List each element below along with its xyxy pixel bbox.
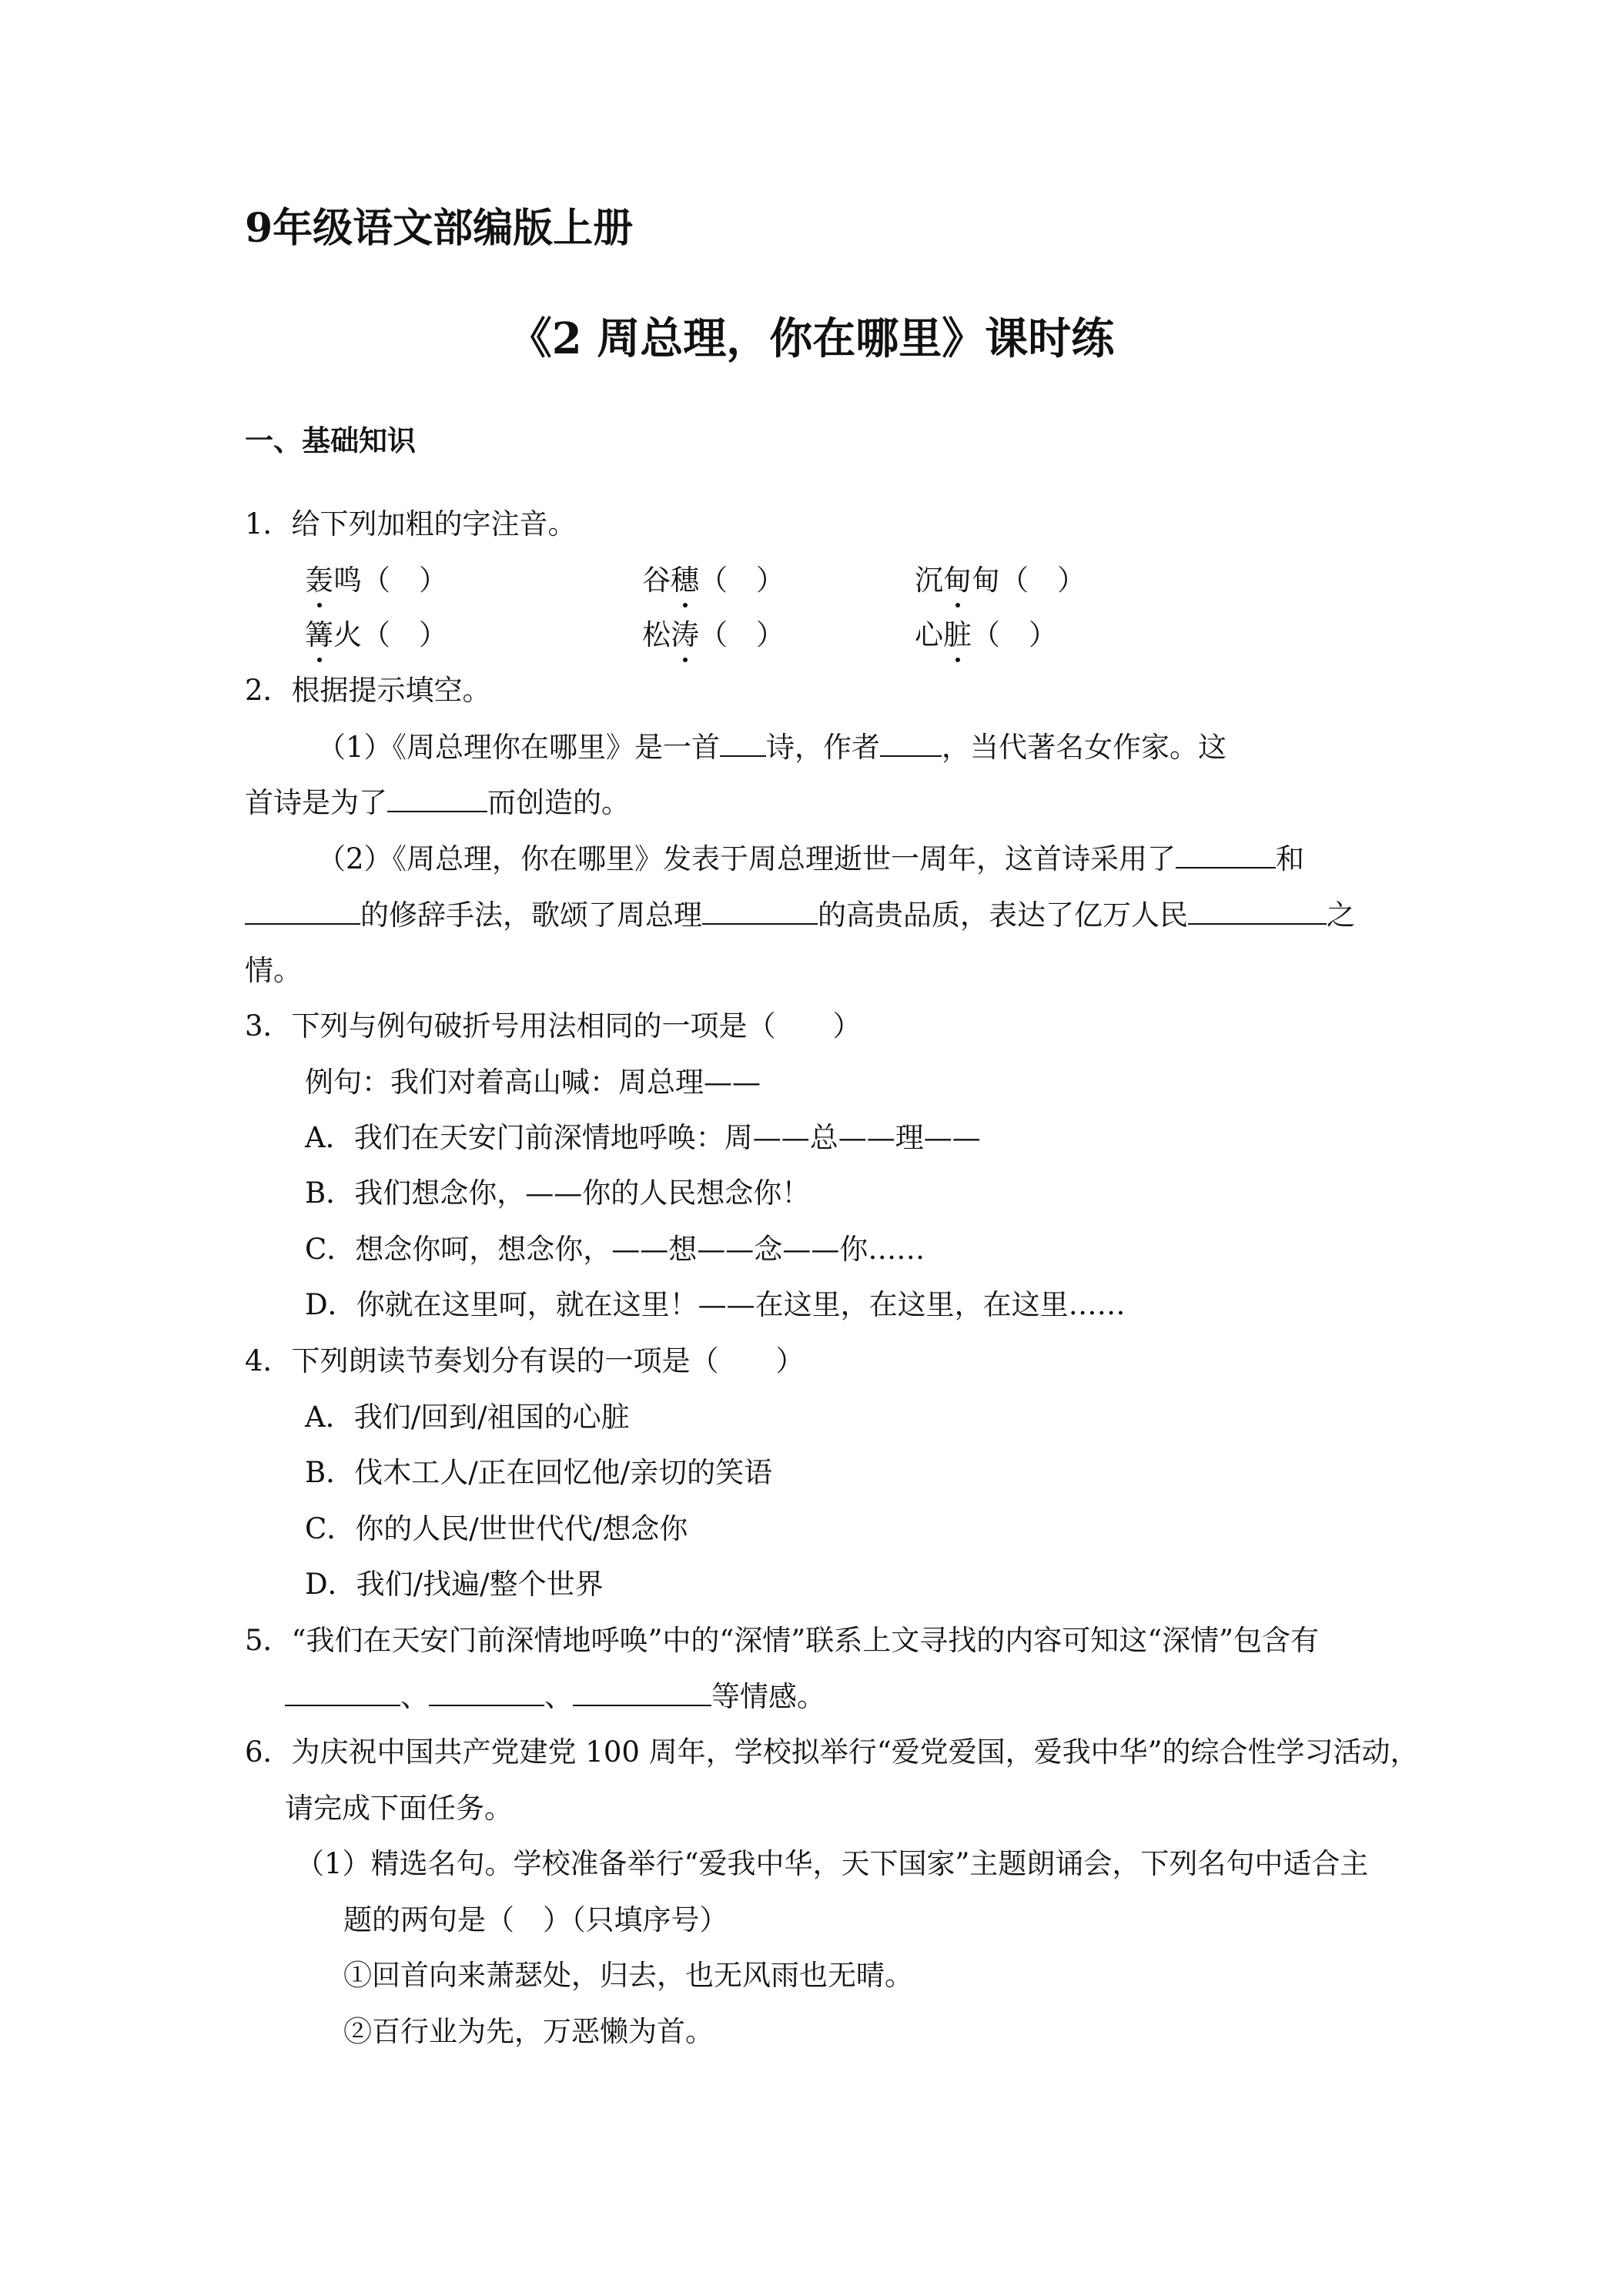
q6-text-1: 为庆祝中国共产党建党 100 周年，学校拟举行“爱党爱国，爱我中华”的综合性学习活动，	[291, 1735, 1419, 1769]
q1-item-2	[642, 561, 785, 600]
q1-item-1-rest: 鸣（ ）	[333, 564, 447, 597]
q3-number: 3．	[245, 1009, 292, 1043]
q2-blank-rhetoric-1[interactable]	[1176, 841, 1276, 869]
q5-blank-1[interactable]	[285, 1678, 400, 1706]
q3-option-c[interactable]: C．想念你呵，想念你，——想——念——你……	[305, 1233, 925, 1266]
q2-part2-text-c: 的修辞手法，歌颂了周总理	[360, 899, 702, 932]
q3-text: 下列与例句破折号用法相同的一项是（ ）	[291, 1009, 862, 1043]
q5-number: 5．	[245, 1624, 292, 1657]
q1-item-3-rest: 甸（ ）	[972, 564, 1086, 597]
q2-prompt	[245, 671, 491, 710]
q4-option-a[interactable]: A．我们/回到/祖国的心脏	[305, 1401, 630, 1434]
q2-blank-quality[interactable]	[702, 897, 818, 925]
q1-item-3-dotted: 甸	[943, 561, 972, 600]
q6-choice-2: ②百行业为先，万恶懒为首。	[343, 2015, 714, 2048]
q5-blank-3[interactable]	[573, 1678, 711, 1706]
q2-blank-rhetoric-2[interactable]	[245, 897, 360, 925]
q2-text: 根据提示填空。	[291, 674, 491, 707]
q6-sub1-line2: 题的两句是（ ）（只填序号）	[343, 1903, 728, 1936]
q6-prompt-line2: 请完成下面任务。	[285, 1792, 513, 1825]
q1-item-6-dotted: 脏	[943, 616, 972, 654]
q1-item-1-dotted: 轰	[305, 561, 333, 600]
q4-number: 4．	[245, 1344, 292, 1377]
q6-choice-1: ①回首向来萧瑟处，归去，也无风雨也无晴。	[343, 1959, 913, 1992]
q2-blank-purpose[interactable]	[387, 785, 487, 812]
q2-part1-text-a: （1）《周总理你在哪里》是一首	[317, 731, 721, 764]
q2-part2-line2	[245, 896, 1355, 935]
q5-tail: 等情感。	[711, 1680, 825, 1713]
q1-item-2-lead: 谷	[642, 564, 671, 597]
q1-item-5-lead: 松	[642, 618, 671, 651]
q2-part1-line1	[317, 728, 1226, 767]
q1-item-6-lead: 心	[915, 618, 943, 651]
q4-option-b[interactable]: B．伐木工人/正在回忆他/亲切的笑语	[305, 1456, 773, 1489]
q4-prompt	[245, 1342, 805, 1381]
q2-part2-line1	[317, 840, 1304, 879]
q3-example: 例句：我们对着高山喊：周总理——	[305, 1066, 761, 1099]
q2-part1-text-e: 而创造的。	[487, 786, 630, 819]
q3-option-d[interactable]: D．你就在这里呵，就在这里！——在这里，在这里，在这里……	[305, 1288, 1126, 1321]
q3-prompt	[245, 1007, 862, 1046]
q5-prompt	[245, 1622, 1319, 1660]
q4-option-c[interactable]: C．你的人民/世世代代/想念你	[305, 1512, 688, 1545]
q1-item-3	[915, 561, 1086, 600]
q1-text: 给下列加粗的字注音。	[291, 507, 577, 541]
q1-item-2-rest: （ ）	[699, 564, 785, 597]
q2-part2-text-b: 和	[1276, 842, 1305, 875]
section-heading-basics: 一、基础知识	[245, 424, 416, 457]
q1-item-5	[642, 616, 785, 654]
q5-answer-line	[285, 1678, 825, 1716]
q1-prompt	[245, 505, 577, 544]
q1-number: 1．	[245, 507, 292, 541]
q1-item-6-rest: （ ）	[972, 618, 1057, 651]
grade-title: 9年级语文部编版上册	[245, 205, 634, 252]
q2-blank-emotion[interactable]	[1188, 897, 1327, 925]
q2-part1-text-c: ，当代著名女作家。这	[942, 731, 1227, 764]
q6-sub1-line1: （1）精选名句。学校准备举行“爱我中华，天下国家”主题朗诵会，下列名句中适合主	[296, 1847, 1369, 1880]
q2-blank-genre[interactable]	[720, 729, 766, 757]
q2-part1-line2	[245, 784, 630, 822]
q3-option-b[interactable]: B．我们想念你，——你的人民想念你！	[305, 1176, 811, 1210]
q2-part1-text-d: 首诗是为了	[245, 786, 387, 819]
q5-blank-2[interactable]	[429, 1678, 544, 1706]
q2-part2-line3: 情。	[245, 954, 302, 987]
q5-text: “我们在天安门前深情地呼唤”中的“深情”联系上文寻找的内容可知这“深情”包含有	[291, 1624, 1320, 1657]
q1-item-6	[915, 616, 1057, 654]
q3-option-a[interactable]: A．我们在天安门前深情地呼唤：周——总——理——	[305, 1121, 981, 1154]
q1-item-3-lead: 沉	[915, 564, 943, 597]
q1-item-4	[305, 616, 447, 654]
q2-number: 2．	[245, 674, 292, 707]
q1-item-2-dotted: 穗	[671, 561, 699, 600]
lesson-title: 《2 周总理，你在哪里》课时练	[508, 313, 1115, 364]
q2-part2-text-a: （2）《周总理，你在哪里》发表于周总理逝世一周年，这首诗采用了	[317, 842, 1176, 875]
q1-item-4-dotted: 篝	[305, 616, 333, 654]
q5-separator-1: 、	[400, 1680, 429, 1713]
q2-part2-text-d: 的高贵品质，表达了亿万人民	[818, 899, 1188, 932]
q1-item-5-rest: （ ）	[699, 618, 785, 651]
q4-option-d[interactable]: D．我们/找遍/整个世界	[305, 1568, 604, 1601]
q1-item-5-dotted: 涛	[671, 616, 699, 654]
q1-item-4-rest: 火（ ）	[333, 618, 447, 651]
q2-blank-author[interactable]	[880, 729, 942, 757]
q2-part2-text-e: 之	[1327, 899, 1355, 932]
q4-text: 下列朗读节奏划分有误的一项是（ ）	[291, 1344, 805, 1377]
q5-separator-2: 、	[544, 1680, 573, 1713]
q6-prompt-line1	[245, 1733, 1419, 1772]
q1-item-1	[305, 561, 447, 600]
q6-number: 6．	[245, 1735, 292, 1769]
q2-part1-text-b: 诗，作者	[766, 731, 881, 764]
